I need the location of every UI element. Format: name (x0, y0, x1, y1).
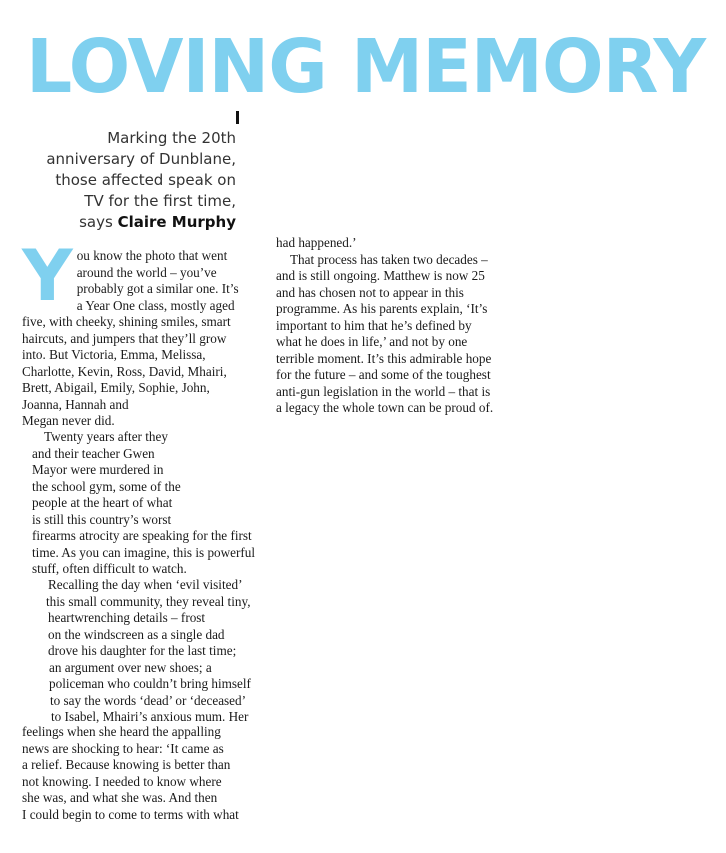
body-line: a relief. Because knowing is better than (22, 757, 231, 772)
body-line: feelings when she heard the appalling (22, 724, 221, 739)
body-line: a Year One class, mostly aged (76, 297, 235, 313)
body-line: time. As you can imagine, this is powerful (32, 544, 256, 560)
body-line: terrible moment. It’s this admirable hope (276, 350, 492, 366)
column-1-block-d (46, 577, 276, 726)
body-line: Joanna, Hannah and (22, 396, 129, 412)
body-line: a legacy the whole town can be proud of. (276, 400, 494, 415)
body-line: policeman who couldn’t bring himself (49, 676, 251, 691)
body-line: programme. As his parents explain, ‘It’s (276, 301, 488, 316)
headline: LOVING MEMORY (26, 24, 706, 110)
body-line: an argument over new shoes; a (49, 659, 212, 675)
body-line: around the world – you’ve (76, 264, 217, 280)
column-1-block-c (32, 528, 268, 578)
body-line: and is still ongoing. Matthew is now 25 (276, 268, 485, 283)
body-line: the school gym, some of the (32, 478, 181, 494)
body-line: Brett, Abigail, Emily, Sophie, John, (22, 380, 210, 395)
body-line: drove his daughter for the last time; (48, 643, 237, 658)
standfirst-line: anniversary of Dunblane, (46, 150, 236, 168)
body-line: people at the heart of what (32, 495, 173, 510)
body-line: to say the words ‘dead’ or ‘deceased’ (50, 692, 247, 708)
column-1-block-e (22, 724, 262, 823)
body-line: news are shocking to hear: ‘It came as (22, 740, 224, 756)
body-line: firearms atrocity are speaking for the first (32, 528, 252, 543)
byline-says: says (79, 213, 113, 231)
byline (30, 212, 236, 233)
body-line: Mayor were murdered in (32, 462, 164, 477)
body-line: anti-gun legislation in the world – that is (276, 383, 491, 399)
column-2 (276, 235, 506, 417)
body-line: this small community, they reveal tiny, (46, 593, 251, 609)
column-marker (236, 111, 239, 124)
body-line: for the future – and some of the toughest (276, 367, 491, 382)
body-line: stuff, often difficult to watch. (32, 561, 187, 576)
body-line: Recalling the day when ‘evil visited’ (48, 577, 243, 592)
body-line: she was, and what she was. And then (22, 790, 218, 805)
standfirst-line: those affected speak on (55, 171, 236, 189)
body-line: and has chosen not to appear in this (276, 284, 464, 300)
body-line: and their teacher Gwen (32, 445, 155, 461)
column-1-block-b (32, 429, 192, 528)
body-line: ou know the photo that went (76, 248, 228, 263)
body-line: into. But Victoria, Emma, Melissa, (22, 347, 206, 362)
body-line: I could begin to come to terms with what (22, 806, 239, 822)
body-line: what he does in life,’ and not by one (276, 334, 468, 349)
body-line: heartwrenching details – frost (48, 610, 206, 625)
body-line: probably got a similar one. It’s (76, 281, 239, 296)
body-line: Charlotte, Kevin, Ross, David, Mhairi, (22, 363, 227, 379)
body-line: That process has taken two decades – (290, 251, 488, 267)
body-line: not knowing. I needed to know where (22, 773, 222, 789)
body-line: to Isabel, Mhairi’s anxious mum. Her (51, 709, 249, 724)
column-1-block-a (22, 235, 254, 430)
byline-author: Claire Murphy (117, 213, 236, 231)
magazine-page (10, 8, 714, 844)
body-line: Megan never did. (22, 413, 115, 428)
body-line: on the windscreen as a single dad (48, 626, 225, 642)
body-line: had happened.’ (276, 235, 357, 250)
body-line: haircuts, and jumpers that they’ll grow (22, 330, 227, 346)
standfirst-line: TV for the first time, (84, 192, 236, 210)
body-line: five, with cheeky, shining smiles, smart (22, 314, 231, 329)
standfirst-line: Marking the 20th (107, 129, 236, 147)
standfirst (30, 128, 236, 233)
drop-cap: Y (22, 235, 73, 317)
body-line: is still this country’s worst (32, 511, 172, 527)
body-line: important to him that he’s defined by (276, 317, 472, 333)
body-line: Twenty years after they (44, 429, 168, 444)
